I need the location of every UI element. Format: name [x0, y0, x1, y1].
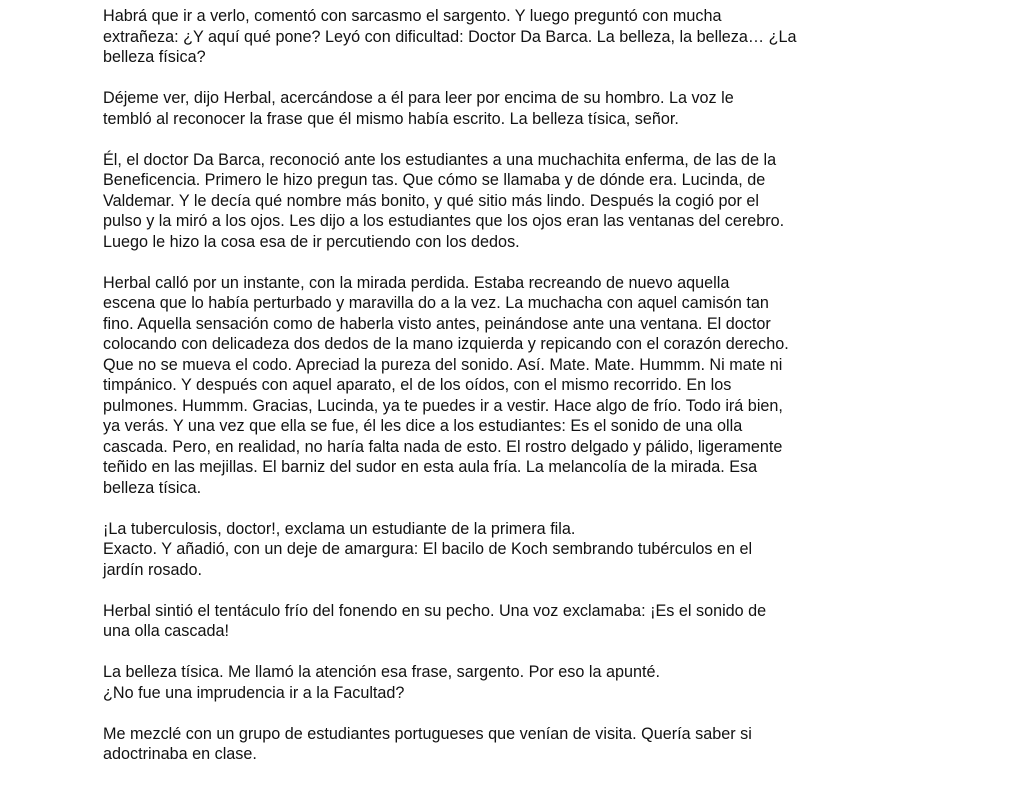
- text-line: adoctrinaba en clase.: [103, 745, 257, 763]
- text-line: colocando con delicadeza dos dedos de la mano izquierda y repicando con el corazón derecho.: [103, 335, 789, 353]
- paragraph: [103, 6, 843, 68]
- text-line: ya verás. Y una vez que ella se fue, él les dice a los estudiantes: Es el sonido de una olla: [103, 417, 743, 435]
- text-line: ¿No fue una imprudencia ir a la Facultad?: [103, 683, 405, 702]
- text-line: Herbal sintió el tentáculo frío del fonendo en su pecho. Una voz exclamaba: ¡Es el sonido de: [103, 601, 767, 620]
- text-line: Herbal calló por un instante, con la mirada perdida. Estaba recreando de nuevo aquella: [103, 273, 730, 292]
- text-line: Valdemar. Y le decía qué nombre más bonito, y qué sitio más lindo. Después la cogió por el: [103, 191, 759, 210]
- text-line: Exacto. Y añadió, con un deje de amargura: El bacilo de Koch sembrando tubérculos en el: [103, 540, 753, 558]
- text-line: ¡La tuberculosis, doctor!, exclama un estudiante de la primera fila.: [103, 519, 576, 538]
- text-line: pulmones. Hummm. Gracias, Lucinda, ya te puedes ir a vestir. Hace algo de frío. Todo irá bien,: [103, 396, 783, 415]
- text-line: Habrá que ir a verlo, comentó con sarcasmo el sargento. Y luego preguntó con mucha: [103, 7, 722, 25]
- text-line: Él, el doctor Da Barca, reconoció ante los estudiantes a una muchachita enferma, de las de la: [103, 150, 777, 169]
- text-line: una olla cascada!: [103, 622, 229, 640]
- paragraph: [103, 519, 843, 581]
- text-line: La belleza tísica. Me llamó la atención esa frase, sargento. Por eso la apunté.: [103, 663, 660, 681]
- text-line: escena que lo había perturbado y maravilla do a la vez. La muchacha con aquel camisón tan: [103, 294, 769, 312]
- paragraph: [103, 601, 843, 642]
- text-line: teñido en las mejillas. El barniz del sudor en esta aula fría. La melancolía de la mirada. Esa: [103, 458, 758, 476]
- paragraph: [103, 150, 843, 253]
- text-line: tembló al reconocer la frase que él mismo había escrito. La belleza tísica, señor.: [103, 109, 679, 128]
- paragraph: [103, 724, 843, 765]
- text-line: cascada. Pero, en realidad, no haría falta nada de esto. El rostro delgado y pálido, ligeramente: [103, 437, 783, 456]
- text-line: Déjeme ver, dijo Herbal, acercándose a él para leer por encima de su hombro. La voz le: [103, 89, 734, 107]
- text-line: pulso y la miró a los ojos. Les dijo a los estudiantes que los ojos eran las ventanas del cerebro.: [103, 212, 785, 230]
- text-line: Me mezclé con un grupo de estudiantes portugueses que venían de visita. Quería saber si: [103, 724, 752, 743]
- text-line: belleza física?: [103, 48, 206, 66]
- text-line: Luego le hizo la cosa esa de ir percutiendo con los dedos.: [103, 232, 520, 251]
- text-line: timpánico. Y después con aquel aparato, el de los oídos, con el mismo recorrido. En los: [103, 376, 732, 394]
- paragraph: [103, 88, 843, 129]
- text-line: Beneficencia. Primero le hizo pregun tas. Que cómo se llamaba y de dónde era. Lucinda, de: [103, 171, 766, 189]
- text-line: fino. Aquella sensación como de haberla visto antes, peinándose ante una ventana. El doctor: [103, 314, 771, 333]
- text-line: jardín rosado.: [103, 560, 202, 579]
- document-page: [103, 6, 843, 785]
- paragraph: [103, 662, 843, 703]
- text-line: extrañeza: ¿Y aquí qué pone? Leyó con dificultad: Doctor Da Barca. La belleza, la belleza… ¿La: [103, 27, 797, 46]
- text-line: belleza tísica.: [103, 478, 202, 497]
- paragraph: [103, 273, 843, 499]
- text-line: Que no se mueva el codo. Apreciad la pureza del sonido. Así. Mate. Mate. Hummm. Ni mate ni: [103, 355, 783, 374]
